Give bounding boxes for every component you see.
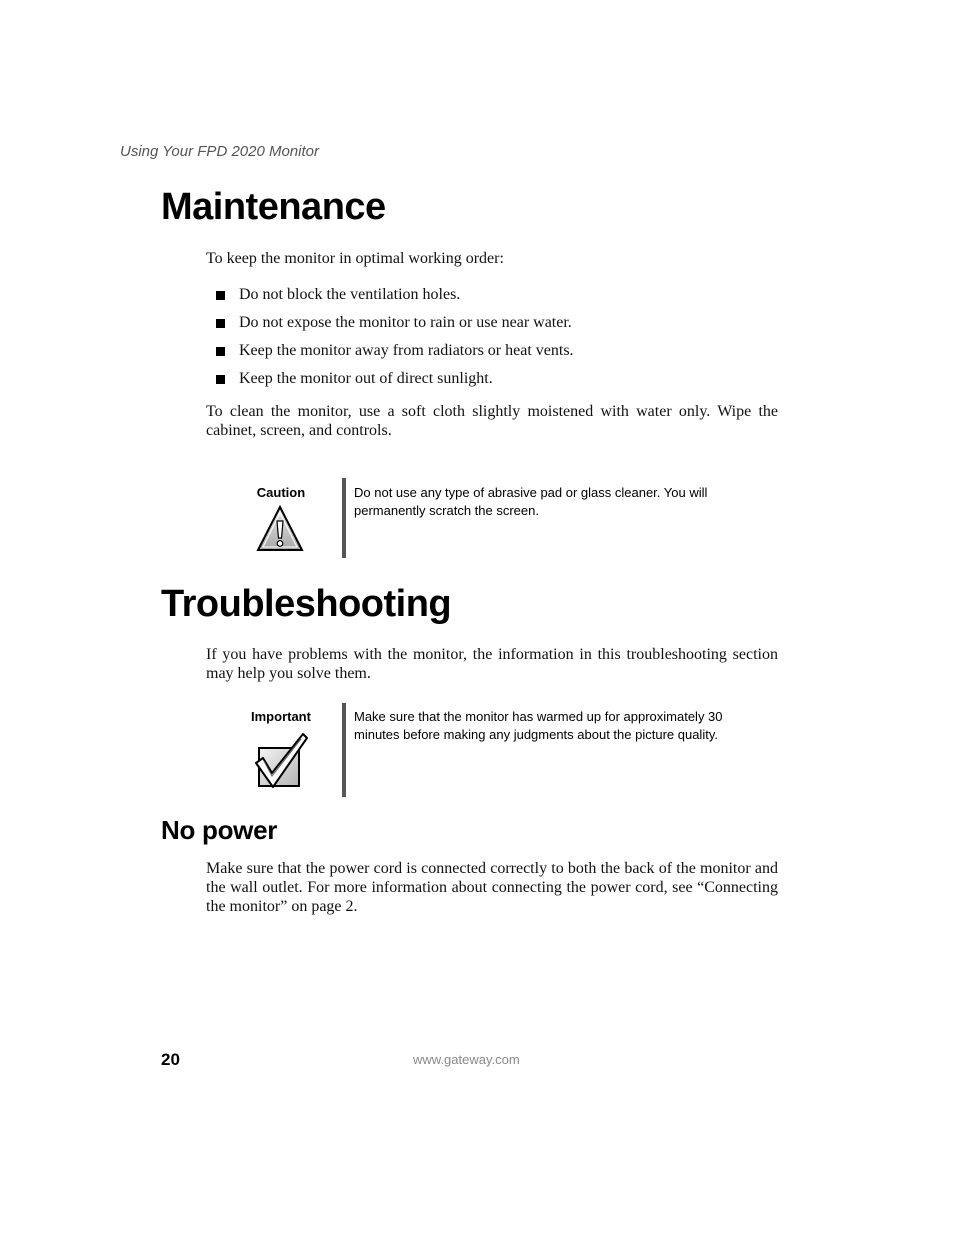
important-label: Important — [251, 709, 311, 724]
caution-text: Do not use any type of abrasive pad or glass cleaner. You will permanently scratch the screen. — [354, 485, 708, 518]
troubleshooting-heading: Troubleshooting — [161, 583, 452, 625]
bullet-text: Keep the monitor out of direct sunlight. — [239, 370, 493, 387]
page-number: 20 — [161, 1050, 180, 1069]
warning-triangle-icon — [255, 505, 305, 553]
bullet-text: Do not expose the monitor to rain or use near water. — [239, 314, 572, 331]
bullet-square-icon — [216, 347, 225, 356]
checkmark-note-icon — [253, 731, 309, 791]
maintenance-intro: To keep the monitor in optimal working order: — [206, 250, 504, 267]
cleaning-paragraph: To clean the monitor, use a soft cloth slightly moistened with water only. Wipe the cabinet, screen, and controls. — [206, 403, 778, 439]
caution-label: Caution — [256, 485, 306, 500]
no-power-heading: No power — [161, 815, 278, 845]
important-divider — [342, 703, 346, 797]
footer-url: www.gateway.com — [413, 1052, 520, 1067]
bullet-text: Keep the monitor away from radiators or heat vents. — [239, 342, 574, 359]
list-item — [216, 281, 574, 309]
list-item — [216, 309, 574, 337]
list-item — [216, 337, 574, 365]
no-power-paragraph: Make sure that the power cord is connected correctly to both the back of the monitor and the wall outlet. For more information about connecting the power cord, see “Connecting the monitor” on page 2. — [206, 860, 778, 915]
maintenance-bullet-list — [216, 281, 574, 393]
caution-divider — [342, 478, 346, 558]
troubleshooting-intro: If you have problems with the monitor, the information in this troubleshooting section may help you solve them. — [206, 646, 778, 682]
bullet-text: Do not block the ventilation holes. — [239, 286, 461, 303]
bullet-square-icon — [216, 319, 225, 328]
important-text: Make sure that the monitor has warmed up for approximately 30 minutes before making any judgments about the picture quality. — [354, 709, 723, 742]
maintenance-heading: Maintenance — [161, 186, 386, 228]
bullet-square-icon — [216, 291, 225, 300]
running-header: Using Your FPD 2020 Monitor — [120, 143, 319, 160]
bullet-square-icon — [216, 375, 225, 384]
list-item — [216, 365, 574, 393]
